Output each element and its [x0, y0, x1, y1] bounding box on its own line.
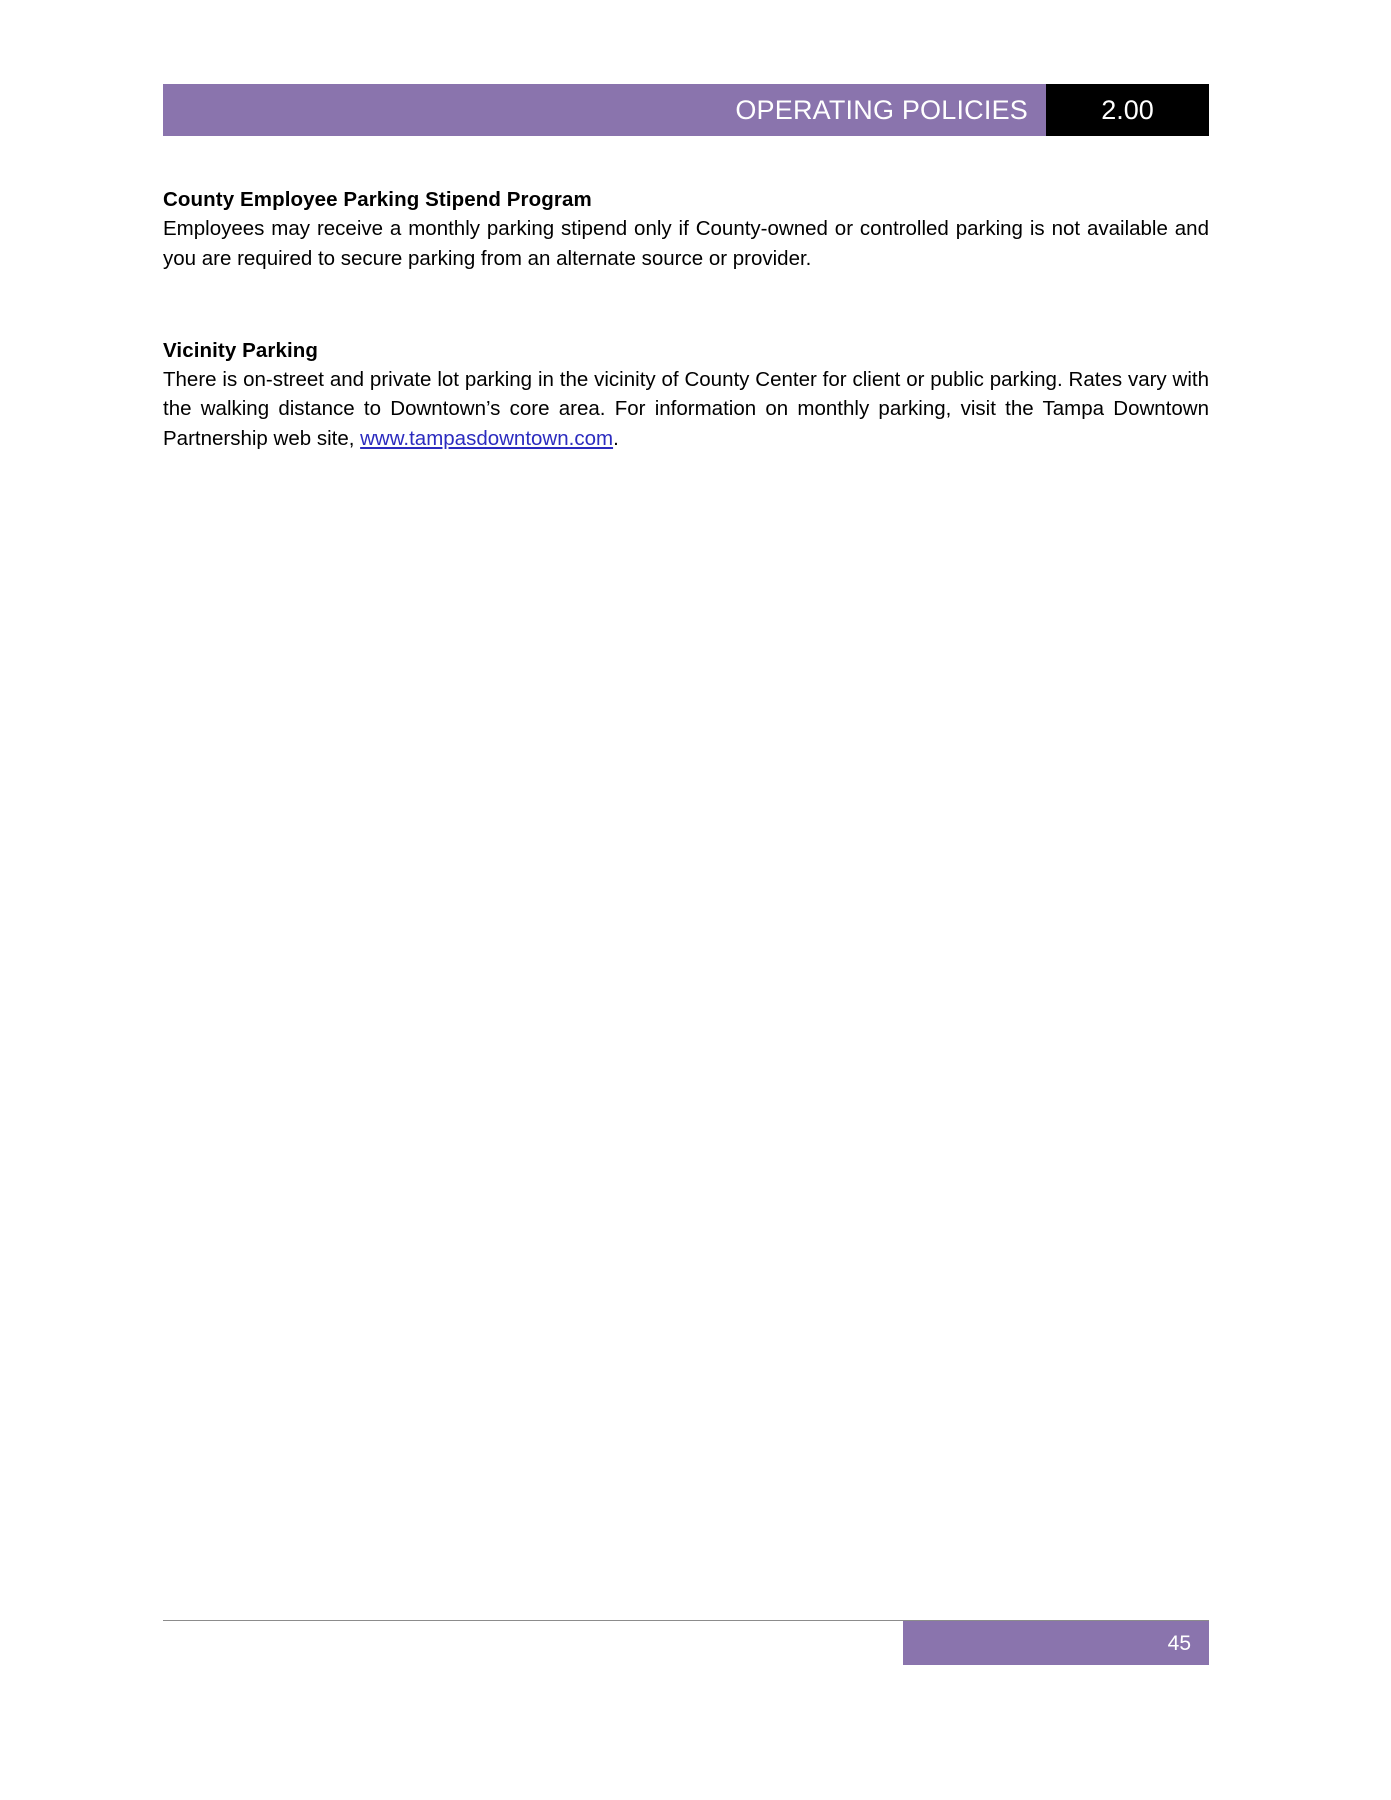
- section-spacer: [163, 274, 1209, 336]
- header-title-bar: [163, 84, 1046, 136]
- section-paragraph-parking-stipend: Employees may receive a monthly parking stipend only if County-owned or controlled parking is not available and you are required to secure parking from an alternate source or provider.: [163, 217, 1209, 270]
- section-heading-parking-stipend: County Employee Parking Stipend Program: [163, 188, 592, 211]
- page-content: [163, 185, 1209, 454]
- section-heading-vicinity-parking: Vicinity Parking: [163, 338, 319, 362]
- header-number-bar: [1046, 84, 1209, 136]
- tampa-downtown-partnership-link[interactable]: www.tampasdowntown.com: [360, 427, 614, 451]
- section-paragraph-vicinity-parking: [163, 365, 1209, 454]
- header-title: OPERATING POLICIES: [735, 94, 1028, 125]
- vicinity-paragraph-text-after-link: .: [613, 427, 619, 451]
- footer-page-badge: [903, 1621, 1209, 1665]
- page-header: [163, 84, 1209, 136]
- header-policy-number: 2.00: [1101, 94, 1154, 125]
- vicinity-paragraph-text-before-link: There is on-street and private lot parking in the vicinity of County Center for client or public parking. Rates vary with the walking distance to Downtown’s core area. For information on monthly parking, visit the Tampa Downtown Partnership web site,: [163, 367, 1209, 451]
- footer-page-number: 45: [1167, 1631, 1191, 1655]
